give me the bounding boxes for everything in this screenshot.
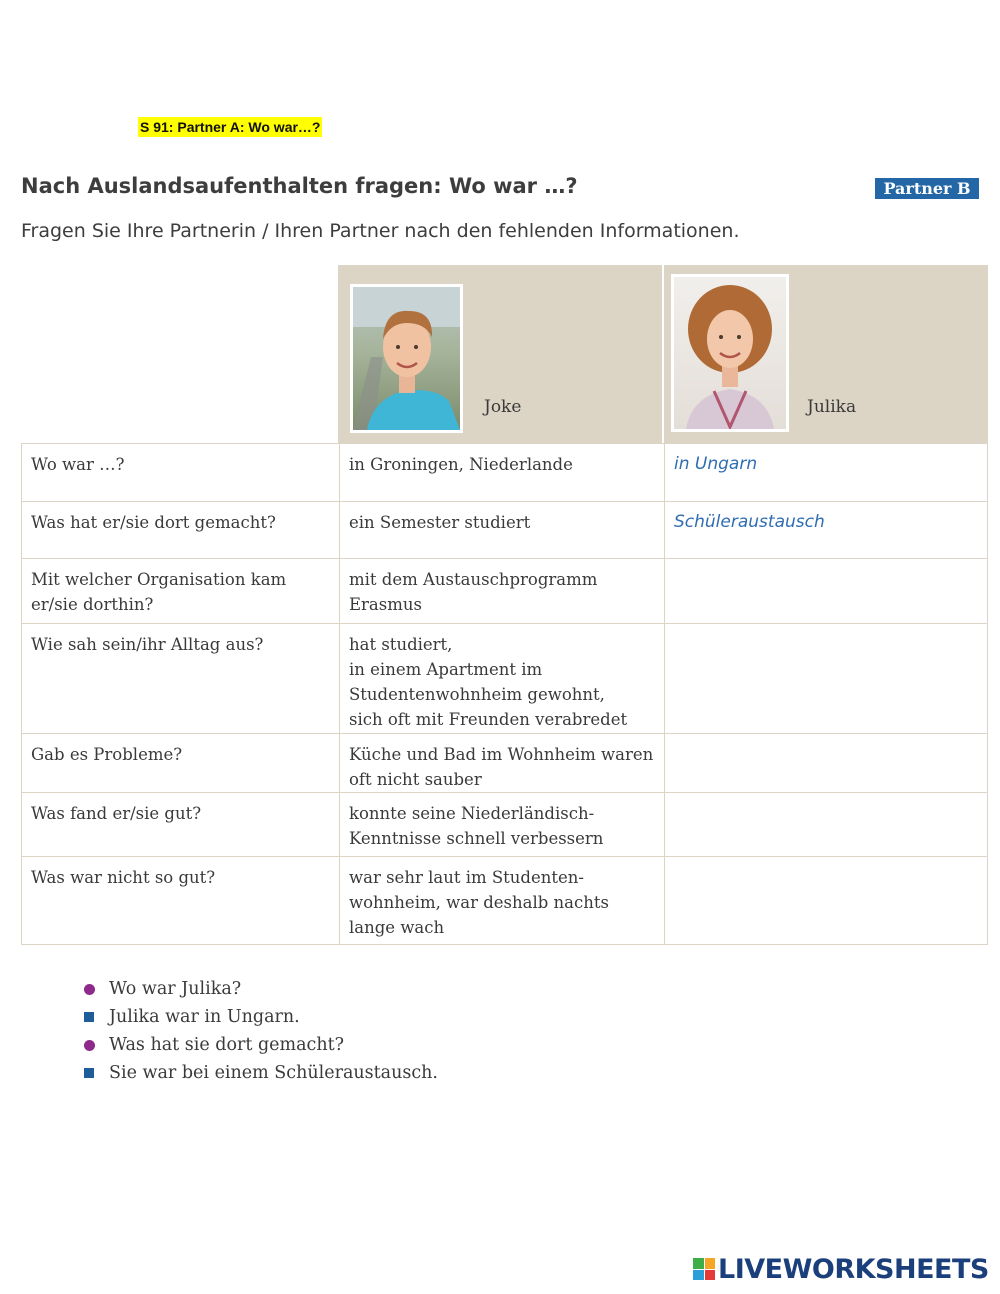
answer-julika-input[interactable] [664,857,989,944]
logo-mark-icon [693,1258,715,1280]
question-cell: Was hat er/sie dort gemacht? [31,513,276,532]
answer-joke: hat studiert, in einem Apartment im Studentenwohnheim gewohnt, sich oft mit Freunden verabredet [339,624,664,733]
example-dialog [84,975,438,1087]
answer-joke: war sehr laut im Studenten-wohnheim, war deshalb nachts lange wach [339,857,664,944]
person-name: Joke [484,397,522,417]
answer-julika-input[interactable] [664,734,989,792]
header-julika [664,265,988,443]
blue-square-icon [84,1068,94,1078]
question-cell: Mit welcher Organisation kam er/sie dorthin? [31,570,287,614]
answer-joke: in Groningen, Niederlande [339,444,664,501]
answer-joke: Küche und Bad im Wohnheim waren oft nicht sauber [339,734,664,792]
answer-joke: ein Semester studiert [339,502,664,558]
table-row [21,624,988,734]
instruction-text: Fragen Sie Ihre Partnerin / Ihren Partner nach den fehlenden Informationen. [21,220,740,242]
dialog-text: Julika war in Ungarn. [109,1007,300,1027]
partner-badge: Partner B [875,178,979,199]
answer-julika-input[interactable]: Schüleraustausch [664,502,989,558]
dialog-text: Wo war Julika? [109,979,242,999]
logo-text: LIVEWORKSHEETS [718,1253,989,1285]
question-cell: Gab es Probleme? [31,745,183,764]
question-cell: Wo war …? [31,455,125,474]
answer-julika-input[interactable] [664,793,989,856]
answer-julika-input[interactable] [664,559,989,623]
answer-julika-input[interactable] [664,624,989,733]
table-row [21,793,988,857]
person-name: Julika [807,397,857,417]
page-tag: S 91: Partner A: Wo war…? [140,119,321,135]
table-row [21,734,988,793]
answer-joke: mit dem Austauschprogramm Erasmus [339,559,664,623]
table-row [21,857,988,945]
photo-julika [671,274,789,432]
header-joke [338,265,662,443]
purple-dot-icon [84,984,95,995]
table-row [21,502,988,559]
question-cell: Was fand er/sie gut? [31,804,202,823]
photo-joke [350,284,463,433]
exercise-heading: Nach Auslandsaufenthalten fragen: Wo war …? [21,174,578,198]
answer-julika-input[interactable]: in Ungarn [664,444,989,501]
dialog-text: Was hat sie dort gemacht? [109,1035,345,1055]
question-cell: Wie sah sein/ihr Alltag aus? [31,635,264,654]
purple-dot-icon [84,1040,95,1051]
dialog-line [84,975,438,1003]
liveworksheets-logo [693,1254,989,1284]
blue-square-icon [84,1012,94,1022]
answer-joke: konnte seine Niederländisch-Kenntnisse schnell verbessern [339,793,664,856]
dialog-line [84,1031,438,1059]
dialog-line [84,1059,438,1087]
question-cell: Was war nicht so gut? [31,868,216,887]
table-row [21,559,988,624]
dialog-text: Sie war bei einem Schüleraustausch. [109,1063,438,1083]
table-row [21,443,988,502]
dialog-line [84,1003,438,1031]
